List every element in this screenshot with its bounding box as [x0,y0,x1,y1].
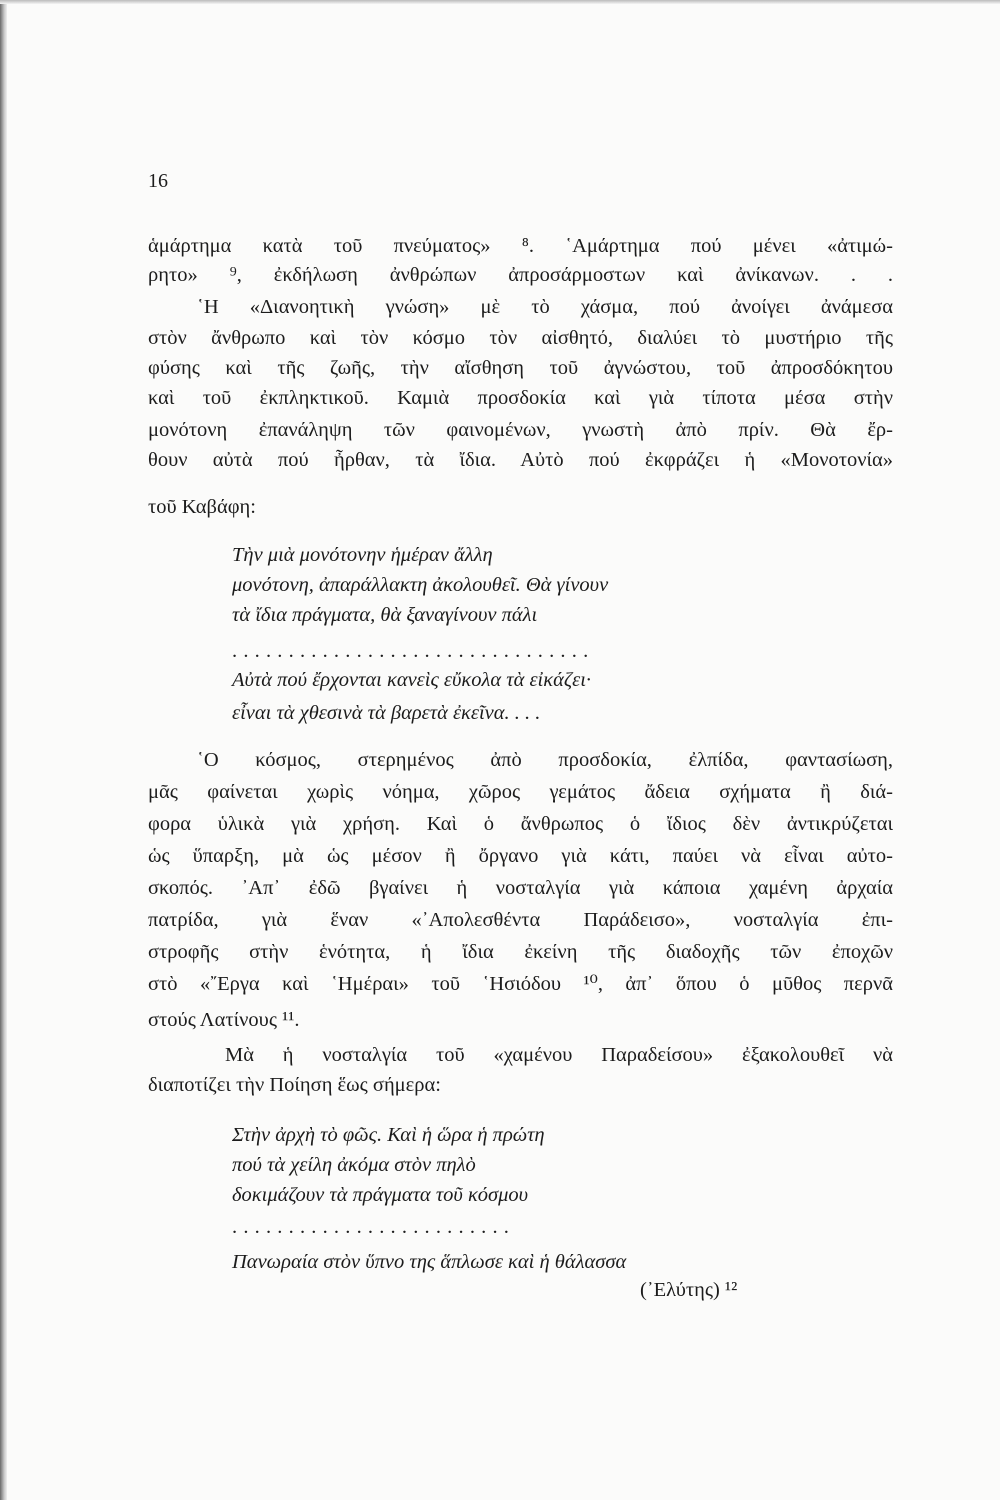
text-line: τοῦ Καβάφη: [148,496,256,518]
verse-line: τὰ ἴδια πράγματα, θὰ ξαναγίνουν πάλι [232,604,538,626]
text-line: ρητο» ⁹, ἐκδήλωση ἀνθρώπων ἀπροσάρμοστων καὶ ἀνίκανων. . . [148,264,893,286]
verse-line: δοκιμάζουν τὰ πράγματα τοῦ κόσμου [232,1184,529,1206]
text-line: θουν αὐτὰ πού ἦρθαν, τὰ ἴδια. Αὐτὸ πού ἐκφράζει ἡ «Μονοτονία» [148,449,893,471]
text-line: ῾Η «Διανοητικὴ γνώση» μὲ τὸ χάσμα, πού ἀνοίγει ἀνάμεσα [197,296,893,318]
text-line: φύσης καὶ τῆς ζωῆς, τὴν αἴσθηση τοῦ ἀγνώστου, τοῦ ἀπροσδόκητου [148,357,893,379]
text-line: Μὰ ἡ νοσταλγία τοῦ «χαμένου Παραδείσου» ἐξακολουθεῖ νὰ [225,1044,893,1066]
verse-line: Πανωραία στὸν ὕπνο της ἅπλωσε καὶ ἡ θάλασσα [232,1251,627,1273]
verse-line: εἶναι τὰ χθεσινὰ τὰ βαρετὰ ἐκεῖνα. . . . [232,702,541,724]
text-line: καὶ τοῦ ἐκπληκτικοῦ. Καμιὰ προσδοκία καὶ γιὰ τίποτα μέσα στὴν [148,387,893,409]
poem-attribution: (᾿Ελύτης) ¹² [640,1279,738,1301]
page-number: 16 [148,170,168,192]
text-line: μᾶς φαίνεται χωρὶς νόημα, χῶρος γεμάτος ἄδεια σχήματα ἢ διά- [148,781,893,803]
text-line: ῾Ο κόσμος, στερημένος ἀπὸ προσδοκία, ἐλπίδα, φαντασίωση, [197,749,893,771]
text-line: διαποτίζει τὴν Ποίηση ἕως σήμερα: [148,1074,441,1096]
text-line: ἁμάρτημα κατὰ τοῦ πνεύματος» ⁸. ῾Αμάρτημα πού μένει «ἀτιμώ- [148,235,893,257]
text-line: στροφῆς στὴν ἑνότητα, ἡ ἴδια ἐκείνη τῆς διαδοχῆς τῶν ἐποχῶν [148,941,893,963]
text-line: στούς Λατίνους ¹¹. [148,1009,300,1031]
text-line: μονότονη ἐπανάληψη τῶν φαινομένων, γνωστὴ ἀπὸ πρίν. Θὰ ἔρ- [148,419,893,441]
verse-line: Αὐτὰ πού ἔρχονται κανεὶς εὔκολα τὰ εἰκάζει· [232,669,592,691]
text-line: ὡς ὕπαρξη, μὰ ὡς μέσον ἢ ὄργανο γιὰ κάτι, παύει νὰ εἶναι αὐτο- [148,845,893,867]
verse-line: μονότονη, ἀπαράλλακτη ἀκολουθεῖ. Θὰ γίνουν [232,574,609,596]
ellipsis-line: ................................ [232,640,595,662]
verse-line: Στὴν ἀρχὴ τὸ φῶς. Καὶ ἡ ὥρα ἡ πρώτη [232,1124,545,1146]
verse-line: Τὴν μιὰ μονότονην ἡμέραν ἄλλη [232,544,493,566]
text-line: πατρίδα, γιὰ ἕναν «᾿Απολεσθέντα Παράδεισο», νοσταλγία ἐπι- [148,909,893,931]
verse-line: πού τὰ χείλη ἀκόμα στὸν πηλὸ [232,1154,476,1176]
text-line: φορα ὑλικὰ γιὰ χρήση. Καὶ ὁ ἄνθρωπος ὁ ἴδιος δὲν ἀντικρύζεται [148,813,893,835]
text-line: στὸν ἄνθρωπο καὶ τὸν κόσμο τὸν αἰσθητό, διαλύει τὸ μυστήριο τῆς [148,327,893,349]
scan-page-edge [0,0,7,1500]
text-line: στὸ «῎Εργα καὶ ῾Ημέραι» τοῦ ῾Ησιόδου ¹⁰, ἀπ᾿ ὅπου ὁ μῦθος περνᾶ [148,973,893,995]
text-line: σκοπός. ᾿Απ᾿ ἐδῶ βγαίνει ἡ νοσταλγία γιὰ κάποια χαμένη ἀρχαία [148,877,893,899]
ellipsis-line: ......................... [232,1216,516,1238]
scan-top-edge [0,0,1000,4]
